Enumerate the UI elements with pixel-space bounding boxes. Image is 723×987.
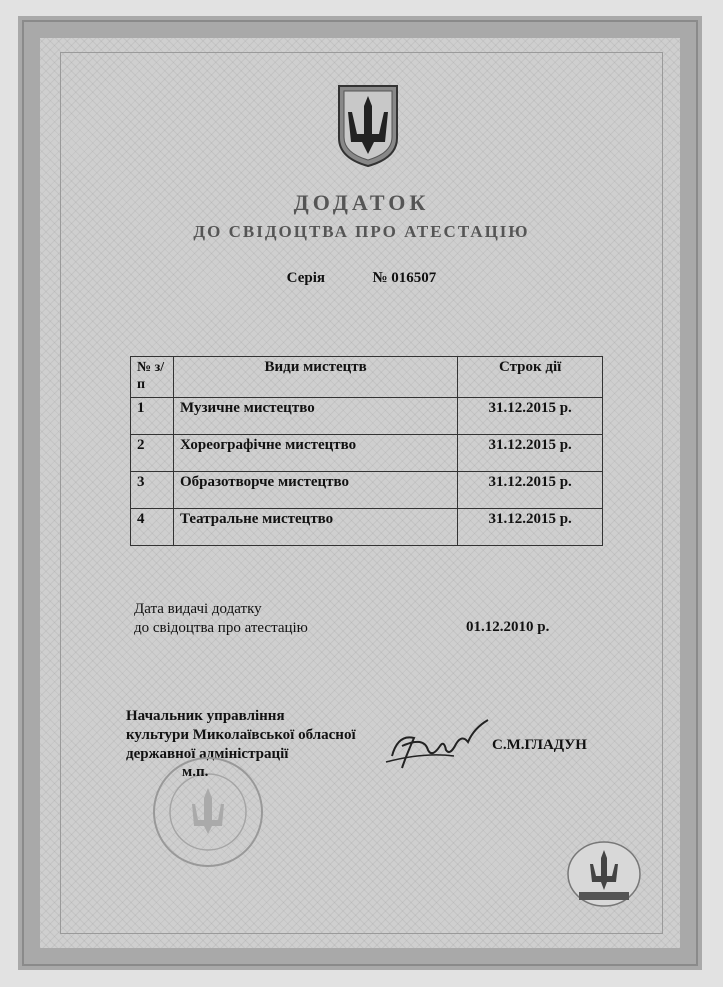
table-row <box>131 398 603 435</box>
header-term: Строк дії <box>458 357 603 398</box>
series-label: Серія <box>286 270 325 286</box>
issue-date: 01.12.2010 р. <box>466 619 550 635</box>
row-num: 1 <box>131 398 174 435</box>
table-row <box>131 472 603 509</box>
row-num: 3 <box>131 472 174 509</box>
row-term: 31.12.2015 р. <box>458 435 603 472</box>
arts-table <box>130 356 603 546</box>
table-row <box>131 435 603 472</box>
row-num: 4 <box>131 509 174 546</box>
row-kind: Хореографічне мистецтво <box>174 435 458 472</box>
head-line-2: культури Миколаївської обласної <box>126 727 356 743</box>
head-line-1: Начальник управління <box>126 708 285 724</box>
row-kind: Образотворче мистецтво <box>174 472 458 509</box>
header-kind: Види мистецтв <box>174 357 458 398</box>
table-row <box>131 509 603 546</box>
series-number <box>0 270 723 287</box>
row-kind: Театральне мистецтво <box>174 509 458 546</box>
document-number: № 016507 <box>372 270 437 286</box>
signer-name: С.М.ГЛАДУН <box>492 737 587 753</box>
issue-line-1: Дата видачі додатку <box>134 601 262 617</box>
issue-line-2: до свідоцтва про атестацію <box>134 620 308 636</box>
hologram-icon <box>565 838 643 910</box>
row-term: 31.12.2015 р. <box>458 472 603 509</box>
row-num: 2 <box>131 435 174 472</box>
stamp-place-label: м.п. <box>182 764 209 780</box>
issue-label <box>134 600 308 638</box>
document-title: ДОДАТОК <box>293 190 430 215</box>
signature-icon <box>384 716 494 776</box>
row-kind: Музичне мистецтво <box>174 398 458 435</box>
row-term: 31.12.2015 р. <box>458 398 603 435</box>
row-term: 31.12.2015 р. <box>458 509 603 546</box>
document-subtitle: ДО СВІДОЦТВА ПРО АТЕСТАЦІЮ <box>193 222 530 241</box>
table-header-row <box>131 357 603 398</box>
header-num: № з/п <box>131 357 174 398</box>
trident-emblem-icon <box>335 82 401 168</box>
head-line-3: державної адміністрації <box>126 746 289 762</box>
